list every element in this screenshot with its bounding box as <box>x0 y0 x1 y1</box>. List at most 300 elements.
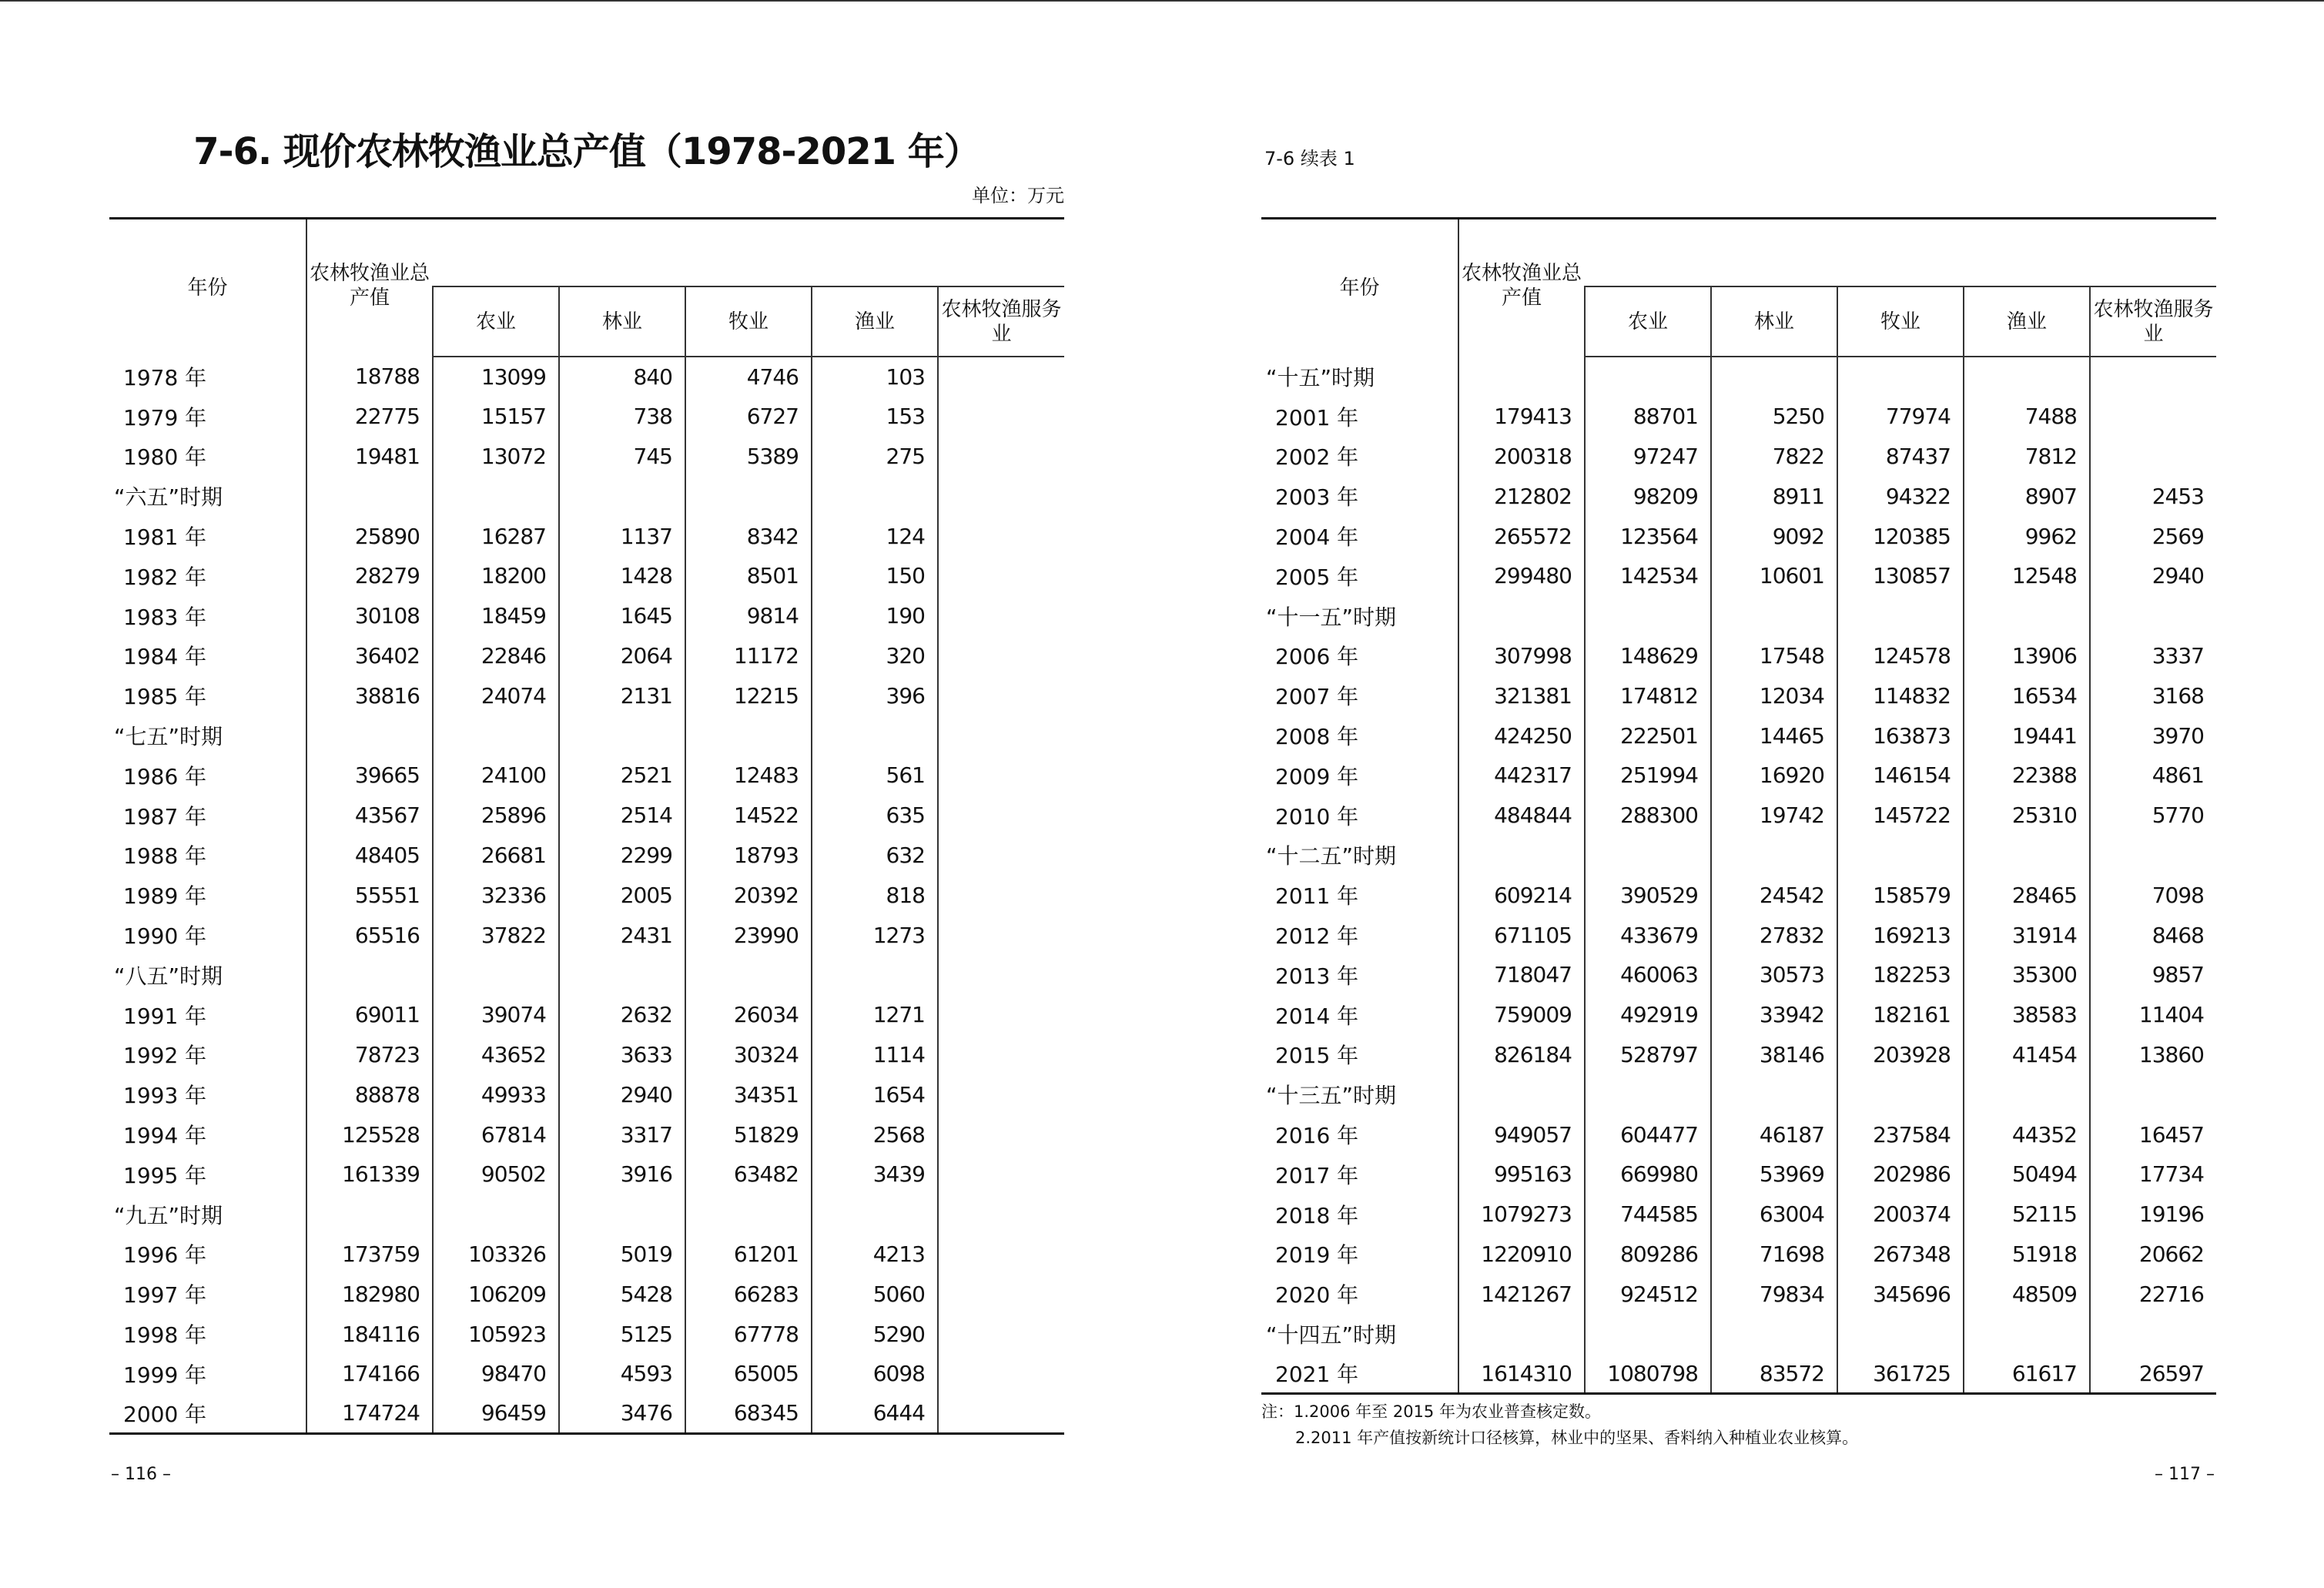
value-cell: 106209 <box>433 1274 559 1314</box>
value-cell: 174166 <box>306 1354 433 1394</box>
year-cell: 2004 年 <box>1275 524 1359 551</box>
year-cell: 1984 年 <box>123 644 207 670</box>
year-cell: 1981 年 <box>123 524 207 551</box>
value-cell: 123564 <box>1585 516 1711 556</box>
year-cell: 1979 年 <box>123 404 207 431</box>
table-row <box>109 755 1064 796</box>
table-row <box>1261 1354 2216 1394</box>
table-row <box>109 357 1064 397</box>
value-cell: 12034 <box>1711 675 1837 715</box>
value-cell: 18459 <box>433 596 559 636</box>
value-cell <box>938 995 1064 1035</box>
value-cell: 18793 <box>685 836 812 876</box>
value-cell <box>1711 1074 1837 1114</box>
value-cell: 212802 <box>1458 476 1585 516</box>
value-cell: 50494 <box>1964 1154 2090 1194</box>
table-row <box>109 1235 1064 1275</box>
year-cell: 1983 年 <box>123 604 207 630</box>
value-cell: 949057 <box>1458 1114 1585 1154</box>
value-cell: 1654 <box>812 1074 938 1114</box>
value-cell: 5770 <box>2090 796 2216 836</box>
value-cell: 1614310 <box>1458 1354 1585 1394</box>
value-cell: 78723 <box>306 1035 433 1075</box>
value-cell: 460063 <box>1585 955 1711 995</box>
value-cell: 19196 <box>2090 1194 2216 1235</box>
value-cell: 44352 <box>1964 1114 2090 1154</box>
year-cell: 2019 年 <box>1275 1242 1359 1268</box>
value-cell: 174812 <box>1585 675 1711 715</box>
value-cell: 7812 <box>1964 437 2090 477</box>
value-cell <box>938 915 1064 955</box>
data-table-right <box>1261 217 2216 1395</box>
value-cell: 1428 <box>559 556 685 596</box>
value-cell <box>938 715 1064 755</box>
value-cell: 3970 <box>2090 715 2216 755</box>
year-cell: 1994 年 <box>123 1123 207 1149</box>
value-cell: 38583 <box>1964 995 2090 1035</box>
value-cell <box>1837 1314 1964 1354</box>
period-row <box>1261 1074 2216 1114</box>
value-cell: 19742 <box>1711 796 1837 836</box>
value-cell: 182980 <box>306 1274 433 1314</box>
header-total: 农林牧渔业总产值 <box>306 219 433 357</box>
value-cell <box>938 1194 1064 1235</box>
value-cell <box>306 715 433 755</box>
value-cell: 2299 <box>559 836 685 876</box>
value-cell: 61617 <box>1964 1354 2090 1394</box>
data-table-left <box>109 217 1064 1435</box>
value-cell: 492919 <box>1585 995 1711 1035</box>
value-cell <box>1711 357 1837 397</box>
value-cell <box>306 1194 433 1235</box>
page-number: – 116 – <box>111 1465 171 1484</box>
value-cell: 83572 <box>1711 1354 1837 1394</box>
value-cell: 98209 <box>1585 476 1711 516</box>
value-cell <box>938 875 1064 915</box>
value-cell <box>938 836 1064 876</box>
value-cell <box>938 596 1064 636</box>
value-cell: 14522 <box>685 796 812 836</box>
header-agriculture: 农业 <box>1585 286 1711 357</box>
header-year: 年份 <box>109 219 306 357</box>
value-cell: 321381 <box>1458 675 1585 715</box>
value-cell: 24542 <box>1711 875 1837 915</box>
value-cell: 1645 <box>559 596 685 636</box>
value-cell: 8911 <box>1711 476 1837 516</box>
value-cell: 20662 <box>2090 1235 2216 1275</box>
value-cell: 745 <box>559 437 685 477</box>
value-cell: 2569 <box>2090 516 2216 556</box>
value-cell: 3439 <box>812 1154 938 1194</box>
value-cell: 288300 <box>1585 796 1711 836</box>
value-cell: 4746 <box>685 357 812 397</box>
table-row <box>109 1394 1064 1434</box>
value-cell: 67778 <box>685 1314 812 1354</box>
value-cell <box>2090 836 2216 876</box>
value-cell: 25896 <box>433 796 559 836</box>
value-cell: 7822 <box>1711 437 1837 477</box>
table-row <box>1261 715 2216 755</box>
value-cell: 71698 <box>1711 1235 1837 1275</box>
value-cell: 718047 <box>1458 955 1585 995</box>
value-cell: 8907 <box>1964 476 2090 516</box>
value-cell: 299480 <box>1458 556 1585 596</box>
value-cell <box>1964 357 2090 397</box>
table-row <box>109 1074 1064 1114</box>
value-cell: 4861 <box>2090 755 2216 796</box>
value-cell <box>559 1194 685 1235</box>
value-cell: 24100 <box>433 755 559 796</box>
value-cell: 130857 <box>1837 556 1964 596</box>
value-cell: 9814 <box>685 596 812 636</box>
value-cell: 37822 <box>433 915 559 955</box>
value-cell: 51829 <box>685 1114 812 1154</box>
value-cell <box>306 476 433 516</box>
table-row <box>109 516 1064 556</box>
value-cell: 16287 <box>433 516 559 556</box>
value-cell: 48405 <box>306 836 433 876</box>
year-cell: 1982 年 <box>123 564 207 590</box>
value-cell: 361725 <box>1837 1354 1964 1394</box>
value-cell: 7098 <box>2090 875 2216 915</box>
value-cell <box>938 476 1064 516</box>
year-cell: 2015 年 <box>1275 1043 1359 1069</box>
value-cell: 5125 <box>559 1314 685 1354</box>
value-cell: 2521 <box>559 755 685 796</box>
value-cell: 49933 <box>433 1074 559 1114</box>
value-cell: 237584 <box>1837 1114 1964 1154</box>
value-cell: 174724 <box>306 1394 433 1434</box>
value-cell: 8501 <box>685 556 812 596</box>
table-row <box>109 556 1064 596</box>
value-cell: 2005 <box>559 875 685 915</box>
year-cell: 2005 年 <box>1275 564 1359 590</box>
value-cell <box>938 1154 1064 1194</box>
value-cell: 2940 <box>2090 556 2216 596</box>
value-cell: 17734 <box>2090 1154 2216 1194</box>
value-cell: 5428 <box>559 1274 685 1314</box>
value-cell: 124578 <box>1837 636 1964 676</box>
value-cell <box>1837 596 1964 636</box>
year-cell: 1997 年 <box>123 1282 207 1308</box>
value-cell: 182161 <box>1837 995 1964 1035</box>
value-cell: 8468 <box>2090 915 2216 955</box>
value-cell: 200374 <box>1837 1194 1964 1235</box>
value-cell <box>1585 836 1711 876</box>
value-cell: 13906 <box>1964 636 2090 676</box>
value-cell: 179413 <box>1458 397 1585 437</box>
value-cell: 94322 <box>1837 476 1964 516</box>
value-cell: 1220910 <box>1458 1235 1585 1275</box>
table-row <box>109 1314 1064 1354</box>
value-cell: 145722 <box>1837 796 1964 836</box>
period-row <box>1261 1314 2216 1354</box>
value-cell <box>1585 1314 1711 1354</box>
table-row <box>1261 955 2216 995</box>
value-cell <box>938 636 1064 676</box>
value-cell: 52115 <box>1964 1194 2090 1235</box>
value-cell: 16920 <box>1711 755 1837 796</box>
header-service: 农林牧渔服务业 <box>938 286 1064 357</box>
table-row <box>1261 1114 2216 1154</box>
value-cell <box>1585 1074 1711 1114</box>
value-cell: 11172 <box>685 636 812 676</box>
period-label: “十二五”时期 <box>1266 843 1397 869</box>
value-cell: 41454 <box>1964 1035 2090 1075</box>
header-forestry: 林业 <box>1711 286 1837 357</box>
value-cell: 6444 <box>812 1394 938 1434</box>
value-cell: 65005 <box>685 1354 812 1394</box>
value-cell <box>685 1194 812 1235</box>
value-cell: 635 <box>812 796 938 836</box>
value-cell <box>1837 357 1964 397</box>
table-row <box>109 1274 1064 1314</box>
value-cell: 68345 <box>685 1394 812 1434</box>
value-cell: 3633 <box>559 1035 685 1075</box>
value-cell: 20392 <box>685 875 812 915</box>
year-cell: 2018 年 <box>1275 1202 1359 1228</box>
value-cell <box>1711 836 1837 876</box>
value-cell: 200318 <box>1458 437 1585 477</box>
year-cell: 1995 年 <box>123 1162 207 1188</box>
value-cell: 561 <box>812 755 938 796</box>
value-cell: 5250 <box>1711 397 1837 437</box>
value-cell: 604477 <box>1585 1114 1711 1154</box>
value-cell <box>938 1394 1064 1434</box>
value-cell: 345696 <box>1837 1274 1964 1314</box>
value-cell: 3168 <box>2090 675 2216 715</box>
value-cell <box>1585 357 1711 397</box>
table-row <box>1261 397 2216 437</box>
value-cell: 2632 <box>559 995 685 1035</box>
value-cell: 10601 <box>1711 556 1837 596</box>
value-cell: 34351 <box>685 1074 812 1114</box>
value-cell: 2453 <box>2090 476 2216 516</box>
value-cell: 190 <box>812 596 938 636</box>
value-cell: 222501 <box>1585 715 1711 755</box>
value-cell: 320 <box>812 636 938 676</box>
period-label: “六五”时期 <box>114 484 223 511</box>
value-cell <box>433 715 559 755</box>
value-cell <box>1458 1074 1585 1114</box>
table-row <box>1261 995 2216 1035</box>
value-cell <box>2090 596 2216 636</box>
value-cell: 103 <box>812 357 938 397</box>
value-cell: 153 <box>812 397 938 437</box>
value-cell: 150 <box>812 556 938 596</box>
value-cell: 31914 <box>1964 915 2090 955</box>
value-cell: 17548 <box>1711 636 1837 676</box>
value-cell: 2064 <box>559 636 685 676</box>
value-cell: 30573 <box>1711 955 1837 995</box>
table-row <box>109 875 1064 915</box>
table-row <box>1261 1035 2216 1075</box>
value-cell: 433679 <box>1585 915 1711 955</box>
year-cell: 2014 年 <box>1275 1003 1359 1029</box>
value-cell: 26681 <box>433 836 559 876</box>
value-cell <box>812 476 938 516</box>
value-cell: 22388 <box>1964 755 2090 796</box>
value-cell <box>1964 1074 2090 1114</box>
value-cell: 2131 <box>559 675 685 715</box>
value-cell: 1271 <box>812 995 938 1035</box>
value-cell: 97247 <box>1585 437 1711 477</box>
value-cell: 2940 <box>559 1074 685 1114</box>
value-cell <box>938 437 1064 477</box>
value-cell: 161339 <box>306 1154 433 1194</box>
value-cell: 5019 <box>559 1235 685 1275</box>
value-cell: 390529 <box>1585 875 1711 915</box>
value-cell: 6098 <box>812 1354 938 1394</box>
value-cell: 63482 <box>685 1154 812 1194</box>
value-cell <box>938 796 1064 836</box>
value-cell: 43567 <box>306 796 433 836</box>
value-cell <box>812 1194 938 1235</box>
value-cell <box>938 755 1064 796</box>
value-cell <box>812 955 938 995</box>
value-cell: 1079273 <box>1458 1194 1585 1235</box>
value-cell: 275 <box>812 437 938 477</box>
page-title: 7-6. 现价农林牧渔业总产值（1978-2021 年） <box>193 130 980 173</box>
value-cell <box>1585 596 1711 636</box>
year-cell: 2001 年 <box>1275 404 1359 431</box>
year-cell: 2021 年 <box>1261 1354 1458 1394</box>
value-cell: 48509 <box>1964 1274 2090 1314</box>
period-row <box>109 955 1064 995</box>
value-cell: 9857 <box>2090 955 2216 995</box>
value-cell: 87437 <box>1837 437 1964 477</box>
footnotes <box>1261 1399 1858 1451</box>
value-cell <box>938 1274 1064 1314</box>
value-cell: 4593 <box>559 1354 685 1394</box>
year-cell: 2011 年 <box>1275 883 1359 910</box>
value-cell: 63004 <box>1711 1194 1837 1235</box>
table-row <box>109 636 1064 676</box>
value-cell <box>2090 1074 2216 1114</box>
header-year: 年份 <box>1261 219 1458 357</box>
table-row <box>1261 636 2216 676</box>
value-cell: 1080798 <box>1585 1354 1711 1394</box>
value-cell: 1137 <box>559 516 685 556</box>
year-cell: 2007 年 <box>1275 684 1359 710</box>
value-cell: 528797 <box>1585 1035 1711 1075</box>
value-cell: 38816 <box>306 675 433 715</box>
value-cell: 1273 <box>812 915 938 955</box>
value-cell: 12215 <box>685 675 812 715</box>
period-label: “七五”时期 <box>114 724 223 750</box>
value-cell: 30324 <box>685 1035 812 1075</box>
value-cell <box>306 955 433 995</box>
value-cell: 11404 <box>2090 995 2216 1035</box>
header-service: 农林牧渔服务业 <box>2090 286 2216 357</box>
value-cell <box>1837 1074 1964 1114</box>
period-row <box>109 476 1064 516</box>
value-cell: 26034 <box>685 995 812 1035</box>
value-cell: 105923 <box>433 1314 559 1354</box>
value-cell <box>938 1114 1064 1154</box>
header-forestry: 林业 <box>559 286 685 357</box>
value-cell: 9092 <box>1711 516 1837 556</box>
value-cell: 3337 <box>2090 636 2216 676</box>
table-row <box>1261 875 2216 915</box>
value-cell: 609214 <box>1458 875 1585 915</box>
value-cell: 307998 <box>1458 636 1585 676</box>
value-cell: 43652 <box>433 1035 559 1075</box>
value-cell: 3317 <box>559 1114 685 1154</box>
value-cell <box>2090 357 2216 397</box>
table-body-right <box>1261 357 2216 1394</box>
header-total: 农林牧渔业总产值 <box>1458 219 1585 357</box>
value-cell: 7488 <box>1964 397 2090 437</box>
value-cell: 2431 <box>559 915 685 955</box>
value-cell: 163873 <box>1837 715 1964 755</box>
table-row <box>109 675 1064 715</box>
year-cell: 2012 年 <box>1275 923 1359 950</box>
period-label: “十三五”时期 <box>1266 1083 1397 1109</box>
year-cell: 2010 年 <box>1275 803 1359 829</box>
value-cell: 55551 <box>306 875 433 915</box>
value-cell <box>938 1354 1064 1394</box>
value-cell <box>938 1035 1064 1075</box>
value-cell: 33942 <box>1711 995 1837 1035</box>
year-cell: 2003 年 <box>1275 484 1359 511</box>
value-cell: 184116 <box>306 1314 433 1354</box>
value-cell: 396 <box>812 675 938 715</box>
header-fishery: 渔业 <box>812 286 938 357</box>
year-cell: 2013 年 <box>1275 963 1359 989</box>
value-cell: 22716 <box>2090 1274 2216 1314</box>
table-row <box>109 397 1064 437</box>
period-label: “十四五”时期 <box>1266 1322 1397 1348</box>
period-label: “十五”时期 <box>1266 364 1375 390</box>
value-cell <box>1711 596 1837 636</box>
table-row <box>1261 1235 2216 1275</box>
table-row <box>1261 915 2216 955</box>
value-cell <box>938 675 1064 715</box>
table-row <box>1261 1194 2216 1235</box>
value-cell: 13860 <box>2090 1035 2216 1075</box>
value-cell: 5290 <box>812 1314 938 1354</box>
value-cell <box>1964 1314 2090 1354</box>
value-cell: 3916 <box>559 1154 685 1194</box>
value-cell: 16534 <box>1964 675 2090 715</box>
footnote-2: 2.2011 年产值按新统计口径核算，林业中的坚果、香料纳入种植业农业核算。 <box>1295 1429 1859 1447</box>
year-cell: 1996 年 <box>123 1242 207 1268</box>
value-cell: 51918 <box>1964 1235 2090 1275</box>
value-cell: 182253 <box>1837 955 1964 995</box>
year-cell: 1986 年 <box>123 763 207 789</box>
value-cell <box>559 476 685 516</box>
value-cell: 759009 <box>1458 995 1585 1035</box>
value-cell: 265572 <box>1458 516 1585 556</box>
continuation-label: 7-6 续表 1 <box>1264 148 1355 169</box>
value-cell: 6727 <box>685 397 812 437</box>
value-cell: 5060 <box>812 1274 938 1314</box>
value-cell: 14465 <box>1711 715 1837 755</box>
value-cell: 671105 <box>1458 915 1585 955</box>
value-cell: 32336 <box>433 875 559 915</box>
value-cell <box>685 715 812 755</box>
value-cell: 632 <box>812 836 938 876</box>
period-row <box>109 715 1064 755</box>
table-row <box>1261 556 2216 596</box>
value-cell: 13099 <box>433 357 559 397</box>
table-row <box>109 796 1064 836</box>
value-cell: 744585 <box>1585 1194 1711 1235</box>
header-spacer <box>433 219 1064 287</box>
year-cell: 1980 年 <box>123 444 207 471</box>
year-cell: 1998 年 <box>123 1322 207 1348</box>
